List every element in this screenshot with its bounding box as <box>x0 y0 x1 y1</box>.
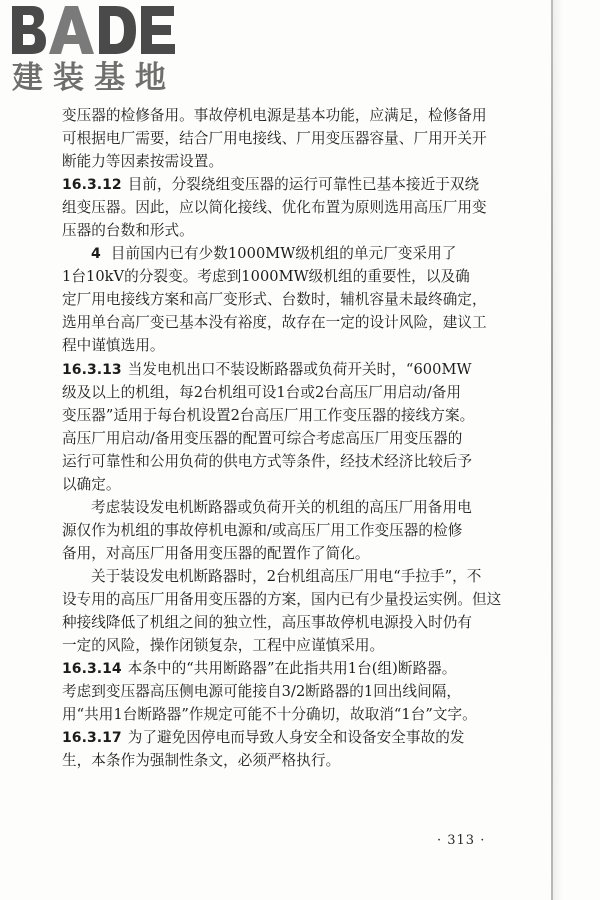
document-body <box>62 104 502 772</box>
text-line: 生，本条作为强制性条文，必须严格执行。 <box>62 752 341 770</box>
text-line: 高压厂用启动/备用变压器的配置可综合考虑高压厂用变压器的 <box>62 429 463 447</box>
text-segment: 目前国内已有少数1000MW级机组的单元厂变采用了 <box>110 245 457 263</box>
text-line: 设专用的高压厂用备用变压器的方案，国内已有少量投运实例。但这 <box>62 590 502 608</box>
text-line: 考虑装设发电机断路器或负荷开关的机组的高压厂用备用电 <box>91 498 472 516</box>
paragraph <box>62 565 502 657</box>
text-line: 断能力等因素按需设置。 <box>62 153 224 171</box>
text-line: 组变压器。因此，应以简化接线、优化布置为原则选用高压厂用变 <box>62 199 487 217</box>
text-line: 考虑到变压器高压侧电源可能接自3/2断路器的1回出线间隔， <box>62 683 462 701</box>
text-line: 关于装设发电机断路器时，2台机组高压厂用电“手拉手”，不 <box>91 567 482 585</box>
text-line <box>62 173 490 196</box>
text-line: 以确定。 <box>62 475 121 493</box>
text-line: 一定的风险，操作闭锁复杂，工程中应谨慎采用。 <box>62 637 385 655</box>
paragraph <box>62 657 490 726</box>
text-line: 变压器”适用于每台机设置2台高压厂用工作变压器的接线方案。 <box>62 406 475 424</box>
page-number: · 313 · <box>437 833 486 848</box>
text-line: 用“共用1台断路器”作规定可能不十分确切，故取消“1台”文字。 <box>62 706 477 724</box>
text-segment: 目前，分裂绕组变压器的运行可靠性已基本接近于双绕 <box>127 176 480 194</box>
text-line <box>62 358 490 381</box>
text-segment: 本条中的“共用断路器”在此指共用1台(组)断路器。 <box>127 660 457 678</box>
section-number: 16.3.17 <box>62 730 122 747</box>
text-line: 备用，对高压厂用备用变压器的配置作了简化。 <box>62 544 370 562</box>
logo-subtitle: 建装基地 <box>12 60 176 96</box>
section-number: 16.3.13 <box>62 361 122 378</box>
paragraph <box>62 726 490 772</box>
paragraph <box>62 173 490 242</box>
section-number: 16.3.14 <box>62 661 122 678</box>
text-line: 变压器的检修备用。事故停机电源是基本功能，应满足，检修备用 <box>62 107 487 124</box>
paragraph <box>62 104 490 173</box>
brand-logo <box>8 4 178 96</box>
paragraph <box>62 358 490 496</box>
page-edge-gradient <box>553 0 563 900</box>
text-line: 选用单台高厂变已基本没有裕度，故存在一定的设计风险，建议工 <box>62 314 487 332</box>
text-line: 源仅作为机组的事故停机电源和/或高压厂用工作变压器的检修 <box>62 521 463 539</box>
paragraph <box>62 496 490 565</box>
text-line: 种接线降低了机组之间的独立性，高压事故停机电源投入时仍有 <box>62 614 473 632</box>
logo-wordmark <box>8 4 176 56</box>
text-line <box>62 242 490 265</box>
text-segment: 为了避免因停电而导致人身安全和设备安全事故的发 <box>127 729 465 747</box>
text-line: 可根据电厂需要，结合厂用电接线、厂用变压器容量、厂用开关开 <box>62 130 487 148</box>
text-line: 级及以上的机组，每2台机组可设1台或2台高压厂用启动/备用 <box>62 383 462 401</box>
paragraph <box>62 242 490 357</box>
item-number: 4 <box>91 246 101 263</box>
text-line: 1台10kV的分裂变。考虑到1000MW级机组的重要性，以及确 <box>62 268 470 286</box>
text-line <box>62 657 490 680</box>
text-line <box>62 726 490 749</box>
text-line: 定厂用电接线方案和高厂变形式、台数时，辅机容量未最终确定， <box>62 291 487 309</box>
text-line: 压器的台数和形式。 <box>62 222 194 240</box>
text-line: 程中谨慎选用。 <box>62 337 165 355</box>
text-line: 运行可靠性和公用负荷的供电方式等条件，经技术经济比较后予 <box>62 452 473 470</box>
text-segment: 当发电机出口不装设断路器或负荷开关时，“600MW <box>127 360 472 378</box>
section-number: 16.3.12 <box>62 177 122 194</box>
